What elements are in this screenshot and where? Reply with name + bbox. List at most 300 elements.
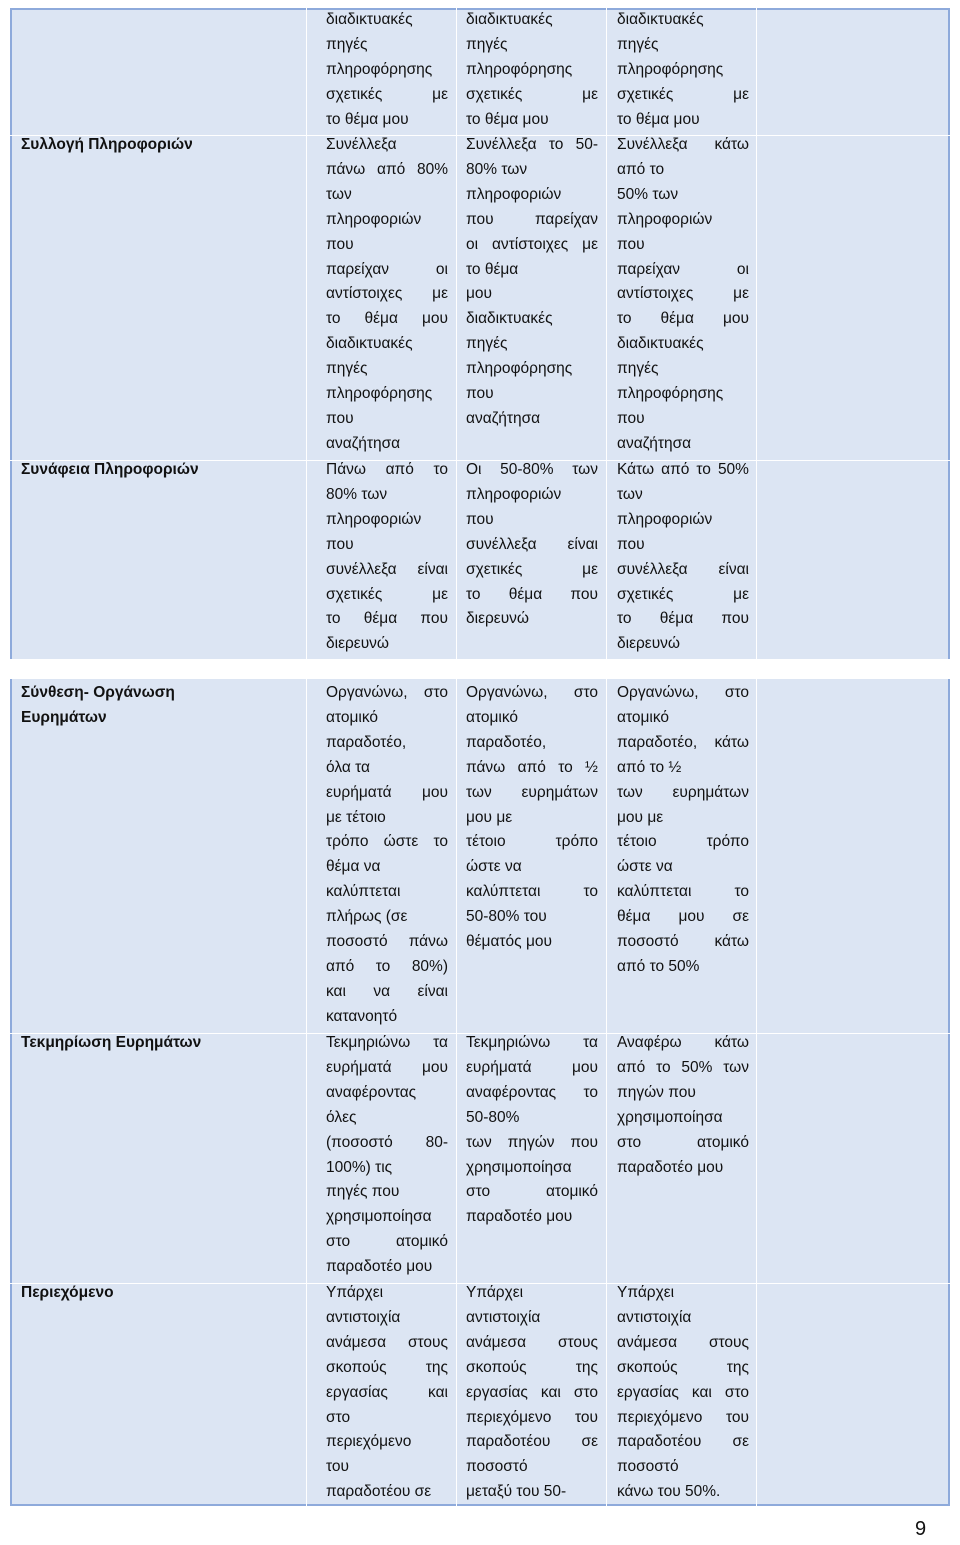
cell-text-word: 80%) (411, 957, 448, 975)
cell-text-line (617, 880, 749, 905)
cell-text-word: αντίστοιχες (326, 285, 403, 303)
cell-text-word: το (583, 1083, 598, 1101)
cell-text-word: ανάμεσα (326, 1333, 387, 1351)
cell-text-line (466, 533, 598, 558)
cell-text-word: μου (421, 1058, 448, 1076)
cell-text-word: που (570, 585, 598, 603)
cell-text-word: κάτω (714, 136, 749, 153)
cell-text-word: Οι (466, 461, 482, 478)
cell-text-word: συνέλλεξα (326, 560, 397, 578)
cell-text-line (326, 681, 448, 706)
cell-text-line: διερευνώ (466, 610, 530, 628)
cell-text-line: Υπάρχει (326, 1284, 384, 1301)
cell-text-word: σε (732, 908, 749, 926)
cell-text-word: το (433, 833, 448, 851)
cell-text-line: που (466, 510, 494, 528)
cell-text-word: να (373, 982, 391, 1000)
cell-text-line: ποσοστό (466, 1458, 528, 1476)
rubric-cell-good (466, 1031, 598, 1230)
cell-text-word: σχετικές (617, 585, 674, 603)
rubric-cell-excellent (326, 1031, 448, 1280)
cell-text-word: τέτοιο (466, 833, 506, 851)
cell-text-word: Τεκμηριώνω (326, 1034, 411, 1051)
cell-text-line: ατομικό (466, 708, 519, 726)
cell-text-line (466, 1356, 598, 1381)
cell-text-line (326, 1031, 448, 1056)
criterion-label (21, 1031, 301, 1056)
cell-text-word: των (723, 1058, 749, 1076)
cell-text-line: αναζήτησα (617, 434, 692, 452)
cell-text-word: των (617, 783, 643, 801)
cell-text-word: εργασίας (466, 1383, 528, 1401)
cell-text-line: 80% των (326, 485, 388, 503)
cell-text-word: ανάμεσα (466, 1333, 527, 1351)
cell-text-word: παραδοτέου (466, 1433, 551, 1451)
cell-text-line: από το (617, 160, 665, 178)
cell-text-word: το (558, 758, 573, 776)
cell-text-line: ατομικό (326, 708, 379, 726)
rubric-cell-good (466, 681, 598, 955)
cell-text-line: 50-80% του (466, 908, 547, 926)
cell-text-word: 80- (425, 1133, 448, 1151)
cell-text-line: Ευρημάτων (21, 708, 107, 726)
cell-text-line (617, 258, 749, 283)
cell-text-line: των (617, 485, 643, 503)
cell-text-line: περιεχόμενο (326, 1433, 412, 1451)
cell-text-word: στους (407, 1333, 448, 1351)
cell-text-word: οι (736, 260, 749, 278)
cell-text-line: 100%) τις (326, 1158, 393, 1176)
cell-text-line (617, 583, 749, 608)
cell-text-word: το (548, 136, 564, 153)
cell-text-line: πλήρως (σε (326, 908, 408, 926)
cell-text-word: και (540, 1383, 561, 1401)
cell-text-line (466, 458, 598, 483)
cell-text-line: ώστε να (617, 858, 673, 876)
cell-text-line: ατομικό (617, 708, 670, 726)
cell-text-word: το (696, 461, 711, 478)
cell-text-line (466, 1430, 598, 1455)
cell-text-word: εργασίας (326, 1383, 388, 1401)
cell-text-word: είναι (417, 560, 448, 578)
cell-text-word: είναι (567, 535, 598, 553)
cell-text-line: διαδικτυακές (466, 11, 553, 28)
cell-text-word: του (574, 1408, 598, 1426)
cell-text-word: (ποσοστό (326, 1133, 393, 1151)
cell-text-line: ώστε να (466, 858, 522, 876)
cell-text-line: Περιεχόμενο (21, 1284, 114, 1301)
cell-text-line: διαδικτυακές (617, 335, 704, 353)
rubric-cell-good (466, 8, 598, 133)
cell-text-line: που (617, 409, 645, 427)
cell-text-word: με (582, 560, 598, 578)
cell-text-line (326, 83, 448, 108)
cell-text-line: πληροφοριών (617, 510, 713, 528)
cell-text-word: στο (423, 684, 448, 701)
cell-text-word: μου (722, 310, 749, 328)
cell-text-line: θέματός μου (466, 933, 552, 951)
cell-text-line: αναζήτησα (326, 434, 401, 452)
cell-text-word: που (420, 610, 448, 628)
cell-text-line: διαδικτυακές (326, 11, 413, 28)
cell-text-word: σε (732, 1433, 749, 1451)
cell-text-line (617, 1131, 749, 1156)
rubric-cell-excellent (326, 133, 448, 457)
cell-text-line (617, 133, 749, 158)
cell-text-line (617, 1031, 749, 1056)
cell-text-word: τέτοιο (617, 833, 657, 851)
cell-text-line (466, 756, 598, 781)
cell-text-word: συνέλλεξα (466, 535, 537, 553)
cell-text-word: αντίστοιχες (491, 235, 569, 253)
cell-text-word: το (375, 957, 391, 975)
cell-text-line: από το 50% (617, 957, 700, 975)
rubric-cell-excellent (326, 681, 448, 1030)
cell-text-line (326, 1381, 448, 1406)
cell-text-word: ποσοστό (326, 933, 388, 951)
cell-text-word: ατομικό (545, 1183, 598, 1201)
cell-text-word: που (570, 1133, 598, 1151)
cell-text-word: αντίστοιχες (617, 285, 694, 303)
cell-text-line: μου με (617, 808, 664, 826)
cell-text-line: διερευνώ (617, 635, 681, 653)
cell-text-line (326, 458, 448, 483)
cell-text-word: των (466, 783, 492, 801)
cell-text-line: 50-80% (466, 1108, 520, 1126)
cell-text-line: πληροφόρησης (617, 385, 724, 403)
cell-text-word: ατομικό (395, 1233, 448, 1251)
cell-text-line (326, 158, 448, 183)
cell-text-word: παρείχαν (326, 260, 390, 278)
cell-text-word: παρείχαν (534, 210, 598, 228)
cell-text-line (466, 1406, 598, 1431)
cell-text-word: 50% (681, 1058, 713, 1076)
rubric-cell-excellent (326, 458, 448, 657)
cell-text-line (617, 1406, 749, 1431)
cell-text-word: το (466, 585, 481, 603)
cell-text-line (617, 731, 749, 756)
cell-text-word: μου (421, 310, 448, 328)
cell-text-line: διαδικτυακές (466, 310, 553, 328)
cell-text-line: διαδικτυακές (326, 335, 413, 353)
cell-text-line: πηγές (617, 35, 659, 53)
cell-text-word: είναι (417, 982, 448, 1000)
cell-text-line (326, 258, 448, 283)
cell-text-line (466, 208, 598, 233)
cell-text-word: 50% (717, 461, 749, 478)
cell-text-line (326, 307, 448, 332)
rubric-cell-excellent (326, 8, 448, 133)
cell-text-line: το θέμα μου (617, 110, 700, 128)
cell-text-line: πηγές (466, 335, 508, 353)
cell-text-line (326, 583, 448, 608)
cell-text-line (617, 1430, 749, 1455)
cell-text-line (466, 781, 598, 806)
cell-text-line (466, 558, 598, 583)
rubric-cell-poor (617, 1281, 749, 1505)
column-divider (756, 8, 757, 1506)
cell-text-line: παραδοτέου σε (326, 1483, 432, 1501)
cell-text-line: χρησιμοποίησα (617, 1108, 723, 1126)
cell-text-word: στο (617, 1133, 642, 1151)
cell-text-word: ευρήματά (466, 1058, 532, 1076)
cell-text-line: παραδοτέο μου (326, 1258, 433, 1276)
cell-text-line: πηγές (326, 360, 368, 378)
cell-text-line (466, 1081, 598, 1106)
cell-text-word: της (726, 1358, 749, 1376)
cell-text-line: πηγές (326, 35, 368, 53)
cell-text-word: μου (421, 783, 448, 801)
cell-text-line: που (617, 235, 645, 253)
cell-text-word: του (725, 1408, 749, 1426)
cell-text-line: πηγές (466, 35, 508, 53)
cell-text-word: πάνω (326, 160, 366, 178)
cell-text-word: θέμα (617, 908, 651, 926)
cell-text-word: παραδοτέο, (617, 733, 698, 751)
cell-text-word: 50- (575, 136, 598, 153)
cell-text-word: ευρημάτων (521, 783, 598, 801)
page-number: 9 (915, 1518, 927, 1540)
cell-text-line (326, 930, 448, 955)
cell-text-line: πληροφοριών (326, 210, 422, 228)
cell-text-word: τρόπο (706, 833, 749, 851)
cell-text-line (466, 1331, 598, 1356)
cell-text-word: Συνέλλεξα (617, 136, 688, 153)
cell-text-word: κάτω (714, 733, 749, 751)
cell-text-line: 80% των (466, 160, 528, 178)
rubric-cell-poor (617, 1031, 749, 1180)
cell-text-line (466, 681, 598, 706)
cell-text-word: που (466, 210, 494, 228)
cell-text-line (326, 1356, 448, 1381)
cell-text-word: και (691, 1383, 712, 1401)
cell-text-word: εργασίας (617, 1383, 679, 1401)
cell-text-line: πληροφόρησης (326, 385, 433, 403)
cell-text-word: πηγών (507, 1133, 555, 1151)
cell-text-line (326, 781, 448, 806)
cell-text-word: ευρημάτων (672, 783, 749, 801)
cell-text-line (617, 558, 749, 583)
cell-text-line: χρησιμοποίησα (326, 1208, 432, 1226)
criterion-label (21, 133, 301, 158)
cell-text-line: θέμα να (326, 858, 381, 876)
cell-text-word: με (733, 285, 749, 303)
cell-text-word: ευρήματά (326, 1058, 392, 1076)
cell-text-line (326, 1131, 448, 1156)
cell-text-line (466, 880, 598, 905)
cell-text-word: από (661, 461, 690, 478)
cell-text-line (617, 1356, 749, 1381)
cell-text-line: αντιστοιχία (326, 1308, 401, 1326)
cell-text-word: τα (433, 1034, 448, 1051)
cell-text-line (466, 1056, 598, 1081)
column-divider (606, 8, 607, 1506)
cell-text-line: πληροφοριών (466, 185, 562, 203)
cell-text-word: παραδοτέου (617, 1433, 702, 1451)
cell-text-line (617, 1331, 749, 1356)
cell-text-word: θέμα (364, 310, 398, 328)
cell-text-word: σκοπούς (466, 1358, 527, 1376)
cell-text-line: που (326, 535, 354, 553)
rubric-cell-poor (617, 458, 749, 657)
cell-text-line (617, 1381, 749, 1406)
cell-text-word: Οργανώνω, (326, 684, 408, 701)
cell-text-line: κάνω του 50%. (617, 1483, 721, 1501)
cell-text-word: Κάτω (617, 461, 655, 478)
cell-text-line: πληροφόρησης (466, 360, 573, 378)
cell-text-word: κάτω (714, 1034, 749, 1051)
cell-text-line: αναφέροντας (326, 1083, 417, 1101)
cell-text-word: πάνω (408, 933, 448, 951)
cell-text-line: πληροφόρησης (617, 60, 724, 78)
cell-text-line: πηγές που (326, 1183, 400, 1201)
cell-text-word: στο (466, 1183, 491, 1201)
cell-text-word: της (425, 1358, 448, 1376)
cell-text-line (466, 1180, 598, 1205)
cell-text-line (617, 681, 749, 706)
cell-text-line: παραδοτέο μου (617, 1158, 724, 1176)
cell-text-line (466, 233, 598, 258)
cell-text-line (617, 607, 749, 632)
cell-text-line: Τεκμηρίωση Ευρημάτων (21, 1034, 202, 1051)
rubric-cell-poor (617, 133, 749, 457)
cell-text-line: από το ½ (617, 758, 682, 776)
cell-text-line: καλύπτεται (326, 883, 401, 901)
cell-text-word: κάτω (714, 933, 749, 951)
cell-text-line (617, 905, 749, 930)
cell-text-line: Υπάρχει (466, 1284, 524, 1301)
cell-text-line: παραδοτέο μου (466, 1208, 573, 1226)
cell-text-word: τα (583, 1034, 598, 1051)
cell-text-word: με (582, 85, 598, 103)
cell-text-line (326, 830, 448, 855)
cell-text-line (326, 1331, 448, 1356)
cell-text-line: αντιστοιχία (466, 1308, 541, 1326)
cell-text-word: σχετικές (326, 85, 383, 103)
cell-text-line (617, 83, 749, 108)
cell-text-word: Αναφέρω (617, 1034, 682, 1051)
cell-text-line (617, 930, 749, 955)
cell-text-word: σε (581, 1433, 598, 1451)
cell-text-word: Οργανώνω, (466, 684, 548, 701)
cell-text-word: θέμα (660, 310, 694, 328)
cell-text-line: πληροφοριών (466, 485, 562, 503)
cell-text-word: μου (678, 908, 705, 926)
criterion-label (21, 1281, 301, 1306)
cell-text-line (617, 781, 749, 806)
cell-text-word: στους (557, 1333, 598, 1351)
cell-text-word: καλύπτεται (617, 883, 692, 901)
cell-text-line: διερευνώ (326, 635, 390, 653)
cell-text-word: το (734, 883, 749, 901)
cell-text-word: πάνω (466, 758, 506, 776)
cell-text-line (617, 458, 749, 483)
cell-text-line: του (326, 1458, 350, 1476)
cell-text-word: οι (435, 260, 448, 278)
cell-text-line: που (466, 385, 494, 403)
rubric-cell-excellent (326, 1281, 448, 1505)
cell-text-line: 50% των (617, 185, 679, 203)
cell-text-line: πληροφοριών (617, 210, 713, 228)
cell-text-word: με (582, 235, 598, 253)
cell-text-line: χρησιμοποίησα (466, 1158, 572, 1176)
cell-text-word: ώστε (383, 833, 419, 851)
cell-text-line: που (326, 235, 354, 253)
rubric-cell-good (466, 458, 598, 632)
cell-text-line (326, 558, 448, 583)
cell-text-word: από (326, 957, 355, 975)
cell-text-line: μεταξύ του 50- (466, 1483, 567, 1501)
rubric-cell-poor (617, 8, 749, 133)
cell-text-word: θέμα (659, 610, 694, 628)
cell-text-line: το θέμα μου (326, 110, 409, 128)
table-section-gap (10, 659, 950, 679)
column-divider (456, 8, 457, 1506)
cell-text-line: στο (326, 1408, 351, 1426)
cell-text-line: πληροφόρησης (326, 60, 433, 78)
cell-text-word: Οργανώνω, (617, 684, 699, 701)
cell-text-word: στο (573, 1383, 598, 1401)
cell-text-line: πηγών που (617, 1083, 696, 1101)
cell-text-line (466, 1031, 598, 1056)
cell-text-line (617, 282, 749, 307)
cell-text-line: Συλλογή Πληροφοριών (21, 136, 193, 153)
cell-text-word: με (432, 585, 448, 603)
cell-text-line: Συνέλλεξα (326, 136, 397, 153)
cell-text-line (326, 607, 448, 632)
cell-text-word: της (575, 1358, 598, 1376)
cell-text-word: το (326, 610, 341, 628)
cell-text-line: όλα τα (326, 758, 370, 776)
cell-text-word: ανάμεσα (617, 1333, 678, 1351)
cell-text-word: είναι (718, 560, 749, 578)
cell-text-line (326, 955, 448, 980)
cell-text-word: καλύπτεται (466, 883, 541, 901)
cell-text-line: πληροφοριών (326, 510, 422, 528)
cell-text-line: πληροφόρησης (466, 60, 573, 78)
cell-text-word: με (432, 285, 448, 303)
cell-text-word: περιεχόμενο (466, 1408, 552, 1426)
cell-text-word: στο (573, 684, 598, 701)
cell-text-line: μου (466, 285, 493, 303)
cell-text-word: σχετικές (617, 85, 674, 103)
cell-text-word: το (583, 883, 598, 901)
cell-text-word: Πάνω (326, 461, 367, 478)
cell-text-word: σκοπούς (617, 1358, 678, 1376)
cell-text-word: ατομικό (696, 1133, 749, 1151)
cell-text-word: θέμα (508, 585, 543, 603)
rubric-cell-poor (617, 681, 749, 980)
cell-text-word: από (385, 461, 414, 478)
cell-text-line: των (326, 185, 352, 203)
cell-text-word: με (733, 585, 749, 603)
cell-text-word: οι (466, 235, 479, 253)
cell-text-line (326, 1230, 448, 1255)
cell-text-word: των (466, 1133, 492, 1151)
cell-text-word: μου (571, 1058, 598, 1076)
cell-text-word: ½ (585, 758, 598, 776)
cell-text-line (466, 83, 598, 108)
cell-text-word: σκοπούς (326, 1358, 387, 1376)
cell-text-line: διαδικτυακές (617, 11, 704, 28)
cell-text-line (466, 1131, 598, 1156)
cell-text-word: παρείχαν (617, 260, 681, 278)
cell-text-word: σχετικές (466, 560, 523, 578)
cell-text-word: ευρήματά (326, 783, 392, 801)
cell-text-word: από (517, 758, 546, 776)
cell-text-word: περιεχόμενο (617, 1408, 703, 1426)
cell-text-line: κατανοητό (326, 1007, 398, 1025)
